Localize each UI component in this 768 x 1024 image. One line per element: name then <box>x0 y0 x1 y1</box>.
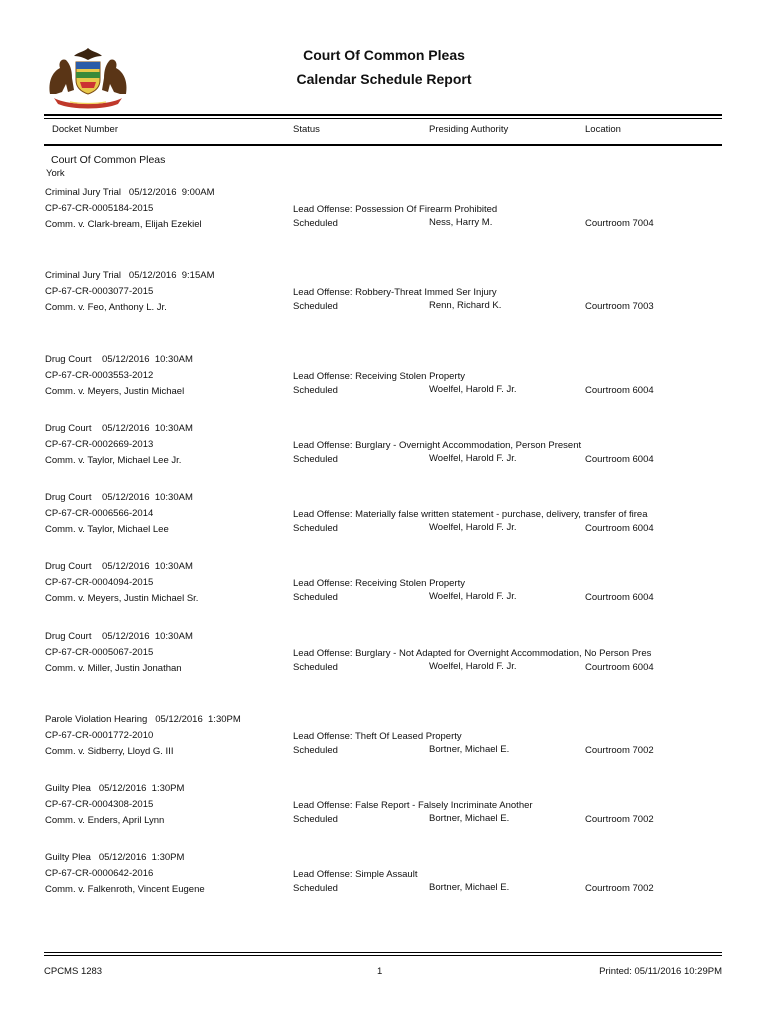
entry-docket: CP-67-CR-0000642-2016 <box>45 868 154 879</box>
footer-form-id: CPCMS 1283 <box>44 966 103 977</box>
entry-offense: Lead Offense: Theft Of Leased Property <box>293 731 462 742</box>
entry-docket: CP-67-CR-0004094-2015 <box>45 577 154 588</box>
entry-docket: CP-67-CR-0006566-2014 <box>45 508 154 519</box>
column-header-location: Location <box>585 124 621 135</box>
report-subtitle: Calendar Schedule Report <box>296 71 472 87</box>
entry-event: Drug Court 05/12/2016 10:30AM <box>45 492 193 503</box>
entry-status: Scheduled <box>293 883 338 894</box>
entry-caption: Comm. v. Meyers, Justin Michael Sr. <box>45 593 199 604</box>
entry-status: Scheduled <box>293 745 338 756</box>
entry-judge: Bortner, Michael E. <box>429 813 510 824</box>
entry-offense: Lead Offense: Receiving Stolen Property <box>293 371 465 382</box>
column-header-authority: Presiding Authority <box>429 124 509 135</box>
entry-status: Scheduled <box>293 814 338 825</box>
entry-judge: Bortner, Michael E. <box>429 882 510 893</box>
entry-docket: CP-67-CR-0002669-2013 <box>45 439 154 450</box>
footer-rule <box>44 952 722 953</box>
header-top-rule-thin <box>44 118 722 119</box>
entry-status: Scheduled <box>293 523 338 534</box>
header-top-rule <box>44 114 722 116</box>
entry-judge: Woelfel, Harold F. Jr. <box>429 453 517 464</box>
entry-location: Courtroom 6004 <box>585 592 654 603</box>
entry-offense: Lead Offense: False Report - Falsely Incriminate Another <box>293 800 533 811</box>
entry-judge: Woelfel, Harold F. Jr. <box>429 661 517 672</box>
entry-event: Criminal Jury Trial 05/12/2016 9:15AM <box>45 270 215 281</box>
entry-location: Courtroom 6004 <box>585 662 654 673</box>
entry-judge: Woelfel, Harold F. Jr. <box>429 591 517 602</box>
entry-caption: Comm. v. Clark-bream, Elijah Ezekiel <box>45 219 202 230</box>
entry-docket: CP-67-CR-0003077-2015 <box>45 286 154 297</box>
entry-offense: Lead Offense: Burglary - Overnight Accommodation, Person Present <box>293 440 582 451</box>
column-header-docket: Docket Number <box>52 124 118 135</box>
entry-event: Drug Court 05/12/2016 10:30AM <box>45 354 193 365</box>
entry-caption: Comm. v. Feo, Anthony L. Jr. <box>45 302 167 313</box>
entry-caption: Comm. v. Meyers, Justin Michael <box>45 386 185 397</box>
entry-status: Scheduled <box>293 592 338 603</box>
entry-event: Drug Court 05/12/2016 10:30AM <box>45 631 193 642</box>
entry-offense: Lead Offense: Receiving Stolen Property <box>293 578 465 589</box>
entry-location: Courtroom 6004 <box>585 523 654 534</box>
entry-judge: Renn, Richard K. <box>429 300 502 311</box>
entry-offense: Lead Offense: Possession Of Firearm Prohibited <box>293 204 498 215</box>
entry-location: Courtroom 6004 <box>585 454 654 465</box>
entry-offense: Lead Offense: Materially false written statement - purchase, delivery, transfer of firea <box>293 509 648 520</box>
entry-event: Criminal Jury Trial 05/12/2016 9:00AM <box>45 187 215 198</box>
entry-location: Courtroom 7002 <box>585 883 654 894</box>
entry-caption: Comm. v. Enders, April Lynn <box>45 815 165 826</box>
footer-page-number: 1 <box>377 966 383 977</box>
header-bottom-rule <box>44 144 722 146</box>
entry-event: Guilty Plea 05/12/2016 1:30PM <box>45 852 185 863</box>
entry-docket: CP-67-CR-0003553-2012 <box>45 370 154 381</box>
entry-judge: Woelfel, Harold F. Jr. <box>429 522 517 533</box>
entry-docket: CP-67-CR-0001772-2010 <box>45 730 154 741</box>
court-name: Court Of Common Pleas <box>51 154 166 166</box>
footer-rule-thin <box>44 955 722 956</box>
entry-status: Scheduled <box>293 385 338 396</box>
entry-location: Courtroom 7003 <box>585 301 654 312</box>
entry-event: Parole Violation Hearing 05/12/2016 1:30PM <box>45 714 241 725</box>
entry-judge: Bortner, Michael E. <box>429 744 510 755</box>
entry-status: Scheduled <box>293 301 338 312</box>
entry-caption: Comm. v. Sidberry, Lloyd G. III <box>45 746 174 757</box>
entry-docket: CP-67-CR-0005067-2015 <box>45 647 154 658</box>
entry-docket: CP-67-CR-0005184-2015 <box>45 203 154 214</box>
footer-printed: Printed: 05/11/2016 10:29PM <box>599 966 722 977</box>
entry-status: Scheduled <box>293 218 338 229</box>
entry-caption: Comm. v. Falkenroth, Vincent Eugene <box>45 884 205 895</box>
entry-caption: Comm. v. Taylor, Michael Lee <box>45 524 169 535</box>
entry-event: Guilty Plea 05/12/2016 1:30PM <box>45 783 185 794</box>
entry-judge: Ness, Harry M. <box>429 217 493 228</box>
county-name: York <box>46 168 65 179</box>
entry-caption: Comm. v. Taylor, Michael Lee Jr. <box>45 455 182 466</box>
entry-location: Courtroom 7002 <box>585 745 654 756</box>
entry-event: Drug Court 05/12/2016 10:30AM <box>45 423 193 434</box>
entry-offense: Lead Offense: Simple Assault <box>293 869 418 880</box>
entry-location: Courtroom 7004 <box>585 218 654 229</box>
entry-status: Scheduled <box>293 454 338 465</box>
column-header-status: Status <box>293 124 320 135</box>
entry-status: Scheduled <box>293 662 338 673</box>
entry-docket: CP-67-CR-0004308-2015 <box>45 799 154 810</box>
entry-location: Courtroom 7002 <box>585 814 654 825</box>
entry-offense: Lead Offense: Burglary - Not Adapted for Overnight Accommodation, No Person Pres <box>293 648 652 659</box>
entry-offense: Lead Offense: Robbery-Threat Immed Ser Injury <box>293 287 497 298</box>
entry-location: Courtroom 6004 <box>585 385 654 396</box>
report-title: Court Of Common Pleas <box>303 47 465 63</box>
entry-judge: Woelfel, Harold F. Jr. <box>429 384 517 395</box>
entry-event: Drug Court 05/12/2016 10:30AM <box>45 561 193 572</box>
entry-caption: Comm. v. Miller, Justin Jonathan <box>45 663 182 674</box>
